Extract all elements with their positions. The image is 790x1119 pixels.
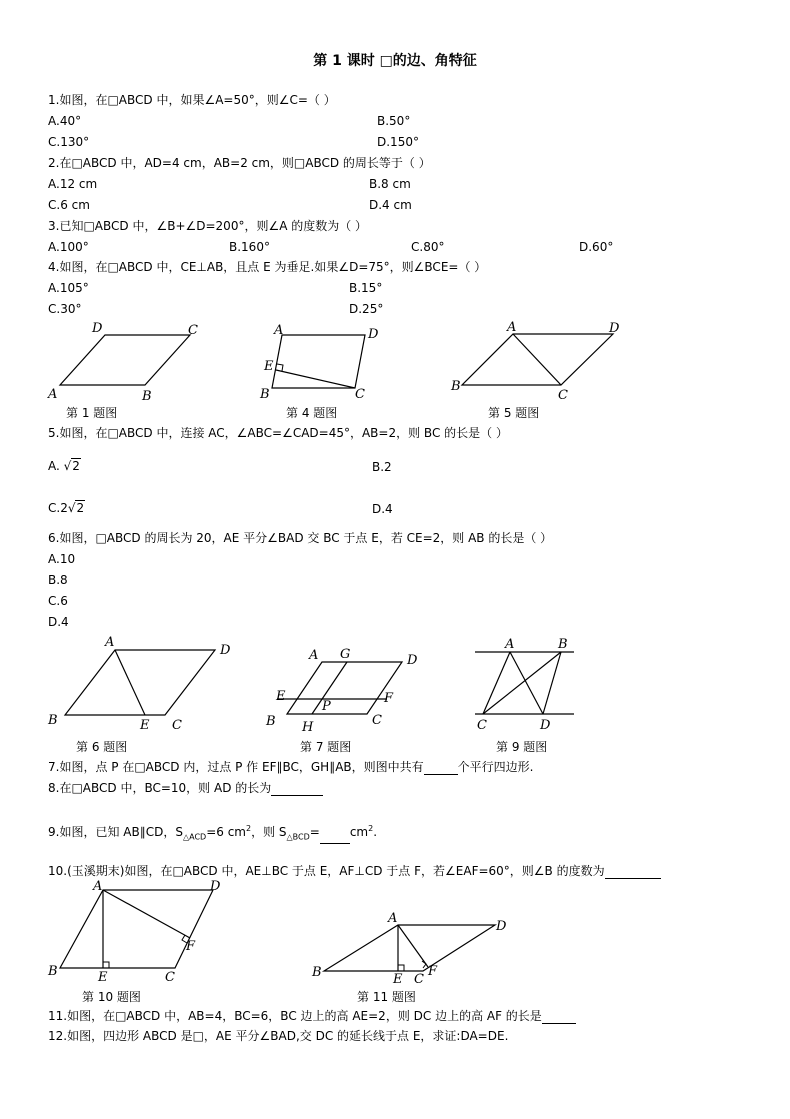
q1-option-b: B.50° (377, 114, 411, 128)
figure-q1 (40, 318, 210, 403)
figure-q4-caption: 第 4 题图 (286, 406, 338, 420)
svg-text:D: D (92, 321, 103, 336)
q2-option-a: A.12 cm (48, 177, 98, 191)
q8-answer-blank[interactable] (271, 783, 323, 796)
q4-option-c: C.30° (48, 302, 82, 316)
q1-option-c: C.130° (48, 135, 90, 149)
svg-text:E: E (393, 972, 403, 987)
q2-option-d: D.4 cm (369, 198, 412, 212)
svg-text:C: C (558, 388, 568, 403)
svg-text:C: C (172, 718, 182, 733)
svg-text:B: B (266, 714, 276, 729)
svg-text:A: A (507, 320, 517, 335)
q6-option-d: D.4 (48, 615, 69, 629)
svg-text:E: E (140, 718, 150, 733)
svg-text:D: D (609, 321, 620, 336)
svg-text:F: F (186, 939, 196, 954)
svg-text:A: A (388, 911, 398, 926)
svg-text:D: D (210, 879, 221, 894)
q4-stem: 4.如图，在□ABCD 中，CE⊥AB，且点 E 为垂足.如果∠D=75°，则∠BCE=（ ） (48, 260, 487, 274)
q4-option-d: D.25° (349, 302, 384, 316)
q6-option-b: B.8 (48, 573, 68, 587)
q8-stem: 8.在□ABCD 中，BC=10，则 AD 的长为 (48, 781, 323, 796)
q5-option-c: C.2√2 (48, 501, 85, 515)
svg-text:D: D (407, 653, 418, 668)
svg-text:F: F (428, 964, 438, 979)
svg-text:B: B (142, 389, 152, 404)
figure-q1-caption: 第 1 题图 (66, 406, 118, 420)
svg-text:H: H (302, 720, 314, 735)
figure-q4 (255, 320, 385, 405)
q5-stem: 5.如图，在□ABCD 中，连接 AC，∠ABC=∠CAD=45°，AB=2，则 BC 的长是（ ） (48, 426, 508, 440)
q10-answer-blank[interactable] (605, 866, 661, 879)
q7-stem: 7.如图，点 P 在□ABCD 内，过点 P 作 EF∥BC，GH∥AB，则图中共有 个平行四边形. (48, 760, 534, 774)
svg-text:E: E (276, 689, 286, 704)
q3-option-d: D.60° (579, 240, 614, 254)
svg-text:G: G (340, 647, 351, 662)
svg-text:C: C (188, 323, 198, 338)
svg-text:A: A (105, 635, 115, 650)
svg-text:D: D (540, 718, 551, 733)
figure-q9 (470, 632, 580, 737)
svg-text:C: C (414, 972, 424, 987)
figure-q6 (45, 632, 245, 737)
q12-stem: 12.如图，四边形 ABCD 是□，AE 平分∠BAD,交 DC 的延长线于点 E，求证:DA=DE. (48, 1029, 509, 1043)
figure-q11-caption: 第 11 题图 (357, 990, 416, 1004)
figure-q10-caption: 第 10 题图 (82, 990, 141, 1004)
figure-q5-caption: 第 5 题图 (488, 406, 540, 420)
q11-stem: 11.如图，在□ABCD 中，AB=4，BC=6，BC 边上的高 AE=2，则 DC 边上的高 AF 的长是 (48, 1009, 576, 1024)
figure-q7 (262, 642, 427, 737)
svg-text:C: C (165, 970, 175, 985)
q4-option-a: A.105° (48, 281, 89, 295)
svg-text:A: A (505, 637, 515, 652)
q4-option-b: B.15° (349, 281, 383, 295)
svg-text:A: A (93, 879, 103, 894)
svg-text:D: D (220, 643, 231, 658)
q5-option-b: B.2 (372, 460, 392, 474)
svg-text:B: B (48, 964, 58, 979)
q9-stem: 9.如图，已知 AB∥CD，$S_{\triangle ACD}=6$ $cm^2$，则 $S_{\triangle BCD}= cm^2$. (48, 821, 377, 844)
svg-text:D: D (496, 919, 507, 934)
svg-text:C: C (355, 387, 365, 402)
svg-text:C: C (372, 713, 382, 728)
svg-text:A: A (274, 323, 284, 338)
figure-q6-caption: 第 6 题图 (76, 740, 128, 754)
q6-stem: 6.如图，□ABCD 的周长为 20，AE 平分∠BAD 交 BC 于点 E，若 CE=2，则 AB 的长是（ ） (48, 531, 553, 545)
q2-option-b: B.8 cm (369, 177, 411, 191)
svg-text:A: A (309, 648, 319, 663)
q6-option-c: C.6 (48, 594, 68, 608)
q5-option-d: D.4 (372, 502, 393, 516)
page-title: 第 1 课时 □的边、角特征 (313, 53, 477, 69)
q10-stem: 10.(玉溪期末)如图，在□ABCD 中，AE⊥BC 于点 E，AF⊥CD 于点 F，若∠EAF=60°，则∠B 的度数为 (48, 864, 661, 879)
figure-q10 (45, 878, 230, 983)
q6-option-a: A.10 (48, 552, 76, 566)
svg-text:B: B (558, 637, 568, 652)
svg-text:C: C (477, 718, 487, 733)
q7-answer-blank[interactable] (424, 762, 458, 775)
svg-text:E: E (264, 359, 274, 374)
svg-text:B: B (260, 387, 270, 402)
svg-text:A: A (48, 387, 58, 402)
figure-q11 (310, 908, 515, 988)
figure-q5 (445, 318, 625, 403)
q11-answer-blank[interactable] (542, 1011, 576, 1024)
q3-option-c: C.80° (411, 240, 445, 254)
svg-text:D: D (368, 327, 379, 342)
figure-q9-caption: 第 9 题图 (496, 740, 548, 754)
q3-option-b: B.160° (229, 240, 270, 254)
svg-text:E: E (98, 970, 108, 985)
q1-stem: 1.如图，在□ABCD 中，如果∠A=50°，则∠C=（ ） (48, 93, 336, 107)
q1-option-d: D.150° (377, 135, 419, 149)
q9-answer-blank[interactable] (320, 831, 350, 844)
svg-text:B: B (451, 379, 461, 394)
q3-option-a: A.100° (48, 240, 89, 254)
q1-option-a: A.40° (48, 114, 82, 128)
figure-q7-caption: 第 7 题图 (300, 740, 352, 754)
q2-stem: 2.在□ABCD 中，AD=4 cm，AB=2 cm，则□ABCD 的周长等于（ ） (48, 156, 431, 170)
svg-text:F: F (384, 691, 394, 706)
svg-text:P: P (322, 699, 331, 714)
q3-stem: 3.已知□ABCD 中，∠B+∠D=200°，则∠A 的度数为（ ） (48, 219, 368, 233)
svg-text:B: B (312, 965, 322, 980)
svg-text:B: B (48, 713, 58, 728)
q5-option-a: A. √2 (48, 459, 80, 473)
q2-option-c: C.6 cm (48, 198, 90, 212)
